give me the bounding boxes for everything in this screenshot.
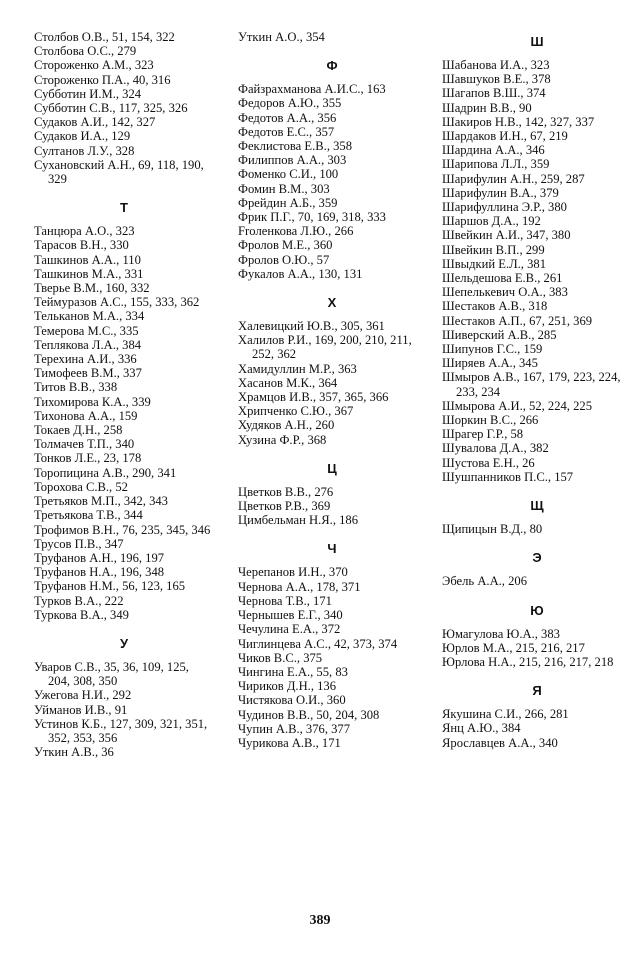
index-entry: Судаков И.А., 129 (34, 129, 131, 144)
section-letter: Щ (530, 498, 544, 514)
index-entry: Трусов П.В., 347 (34, 536, 124, 551)
index-entry: Ташкинов А.А., 110 (34, 252, 141, 267)
index-entry: Шестаков А.П., 67, 251, 369 (442, 313, 593, 328)
index-entry: Шустова Е.Н., 26 (442, 455, 535, 470)
index-entry: Эбель А.А., 206 (442, 574, 527, 589)
index-entry: Тонков Л.Е., 23, 178 (34, 451, 142, 466)
index-entry: Чернова Т.В., 171 (238, 593, 332, 608)
index-entry: Чупин А.В., 376, 377 (238, 721, 351, 736)
index-entry: Федотов А.А., 356 (238, 110, 337, 125)
index-entry: Титов В.В., 338 (34, 380, 118, 395)
index-entry: Столбова О.С., 279 (34, 44, 137, 59)
page-number: 389 (309, 913, 331, 928)
index-entry: Феклистова Е.В., 358 (238, 139, 353, 154)
index-entry: Шакиров Н.В., 142, 327, 337 (442, 114, 595, 129)
index-entry: Фомин В.М., 303 (238, 181, 330, 196)
index-entry: Черепанов И.Н., 370 (238, 565, 348, 580)
index-entry: Якушина С.И., 266, 281 (442, 707, 569, 722)
index-entry: Шрагер Г.Р., 58 (442, 427, 524, 442)
index-entry: Хамидуллин М.Р., 363 (238, 361, 357, 376)
index-entry: Чечулина Е.А., 372 (238, 622, 341, 637)
index-entry: Темерова М.С., 335 (34, 323, 139, 338)
index-entry: Тарасов В.Н., 330 (34, 238, 129, 253)
index-entry: Сухановский А.Н., 69, 118, 190, 329 (34, 157, 204, 187)
index-entry: Ташкинов М.А., 331 (34, 266, 144, 281)
index-entry: Торопицина А.В., 290, 341 (34, 465, 177, 480)
index-entry: Тимофеев В.М., 337 (34, 366, 142, 381)
index-entry: Ширяев А.А., 345 (442, 356, 538, 371)
index-entry: Уткин А.О., 354 (238, 30, 325, 44)
index-entry: Уткин А.В., 36 (34, 745, 114, 760)
index-entry: Шарифуллина Э.Р., 380 (442, 200, 567, 215)
index-entry: Шушпанников П.С., 157 (442, 469, 574, 484)
index-entry: Тихомирова К.А., 339 (34, 394, 151, 409)
index-entry: Туркова В.А., 349 (34, 607, 129, 622)
index-entry: Халевицкий Ю.В., 305, 361 (238, 319, 385, 334)
index-entry: Шмыров А.В., 167, 179, 223, 224, 233, 234 (442, 370, 621, 399)
index-entry: Шувалова Д.А., 382 (442, 441, 549, 456)
index-entry: Чиков В.С., 375 (238, 650, 323, 665)
index-entry: Цветков Р.В., 369 (238, 499, 331, 514)
section-letter: Т (120, 200, 128, 216)
index-column-3 (442, 30, 632, 750)
index-entry: Уваров С.В., 35, 36, 109, 125, 204, 308, 350 (34, 659, 189, 689)
index-entry: Шепелькевич О.А., 383 (442, 285, 568, 300)
index-entry: Фрейдин А.Б., 359 (238, 195, 338, 210)
index-entry: Стороженко А.М., 323 (34, 58, 154, 73)
index-entry: Чириков Д.Н., 136 (238, 679, 337, 694)
section-letter: Ф (326, 58, 338, 74)
index-entry: Филиппов А.А., 303 (238, 153, 347, 168)
index-entry: Шельдешова Е.В., 261 (442, 271, 563, 286)
index-entry: Худяков А.Н., 260 (238, 418, 335, 433)
index-entry: Халилов Р.И., 169, 200, 210, 211, 252, 362 (238, 333, 412, 362)
index-entry: Третьяков М.П., 342, 343 (34, 494, 168, 509)
index-entry: Труфанов А.Н., 196, 197 (34, 550, 165, 565)
index-entry: Третьякова Т.В., 344 (34, 508, 143, 523)
index-entry: Шестаков А.В., 318 (442, 299, 548, 314)
index-entry: Шарифулин В.А., 379 (442, 185, 559, 200)
index-entry: Торохова С.В., 52 (34, 479, 128, 494)
index-entry: Устинов К.Б., 127, 309, 321, 351, 352, 353, 356 (34, 716, 208, 745)
index-entry: Юмагулова Ю.А., 383 (442, 626, 560, 641)
index-entry: Федотов Е.С., 357 (238, 124, 335, 139)
index-entry: Чернышев Е.Г., 340 (238, 608, 343, 623)
index-entry: Теплякова Л.А., 384 (34, 337, 142, 352)
index-entry: Стороженко П.А., 40, 316 (34, 72, 171, 87)
index-entry: Шмырова А.И., 52, 224, 225 (442, 398, 592, 413)
index-entry: Чингина Е.А., 55, 83 (238, 664, 348, 679)
index-entry: Федоров А.Ю., 355 (238, 96, 342, 111)
index-entry: Шоркин В.С., 266 (442, 413, 539, 428)
index-entry: Хузина Ф.Р., 368 (238, 432, 327, 447)
index-entry: Фролов О.Ю., 57 (238, 252, 330, 267)
section-letter: Ю (530, 602, 544, 618)
index-entry: Субботин С.В., 117, 325, 326 (34, 101, 188, 116)
index-entry: Файзрахманова А.И.С., 163 (238, 82, 386, 97)
index-entry: Трофимов В.Н., 76, 235, 345, 346 (34, 522, 211, 537)
index-entry: Танцюра А.О., 323 (34, 224, 135, 239)
index-entry: Янц А.Ю., 384 (442, 721, 521, 736)
index-entry: Тихонова А.А., 159 (34, 408, 138, 423)
index-entry: Тверье В.М., 160, 332 (34, 281, 150, 296)
index-entry: Султанов Л.У., 328 (34, 143, 135, 158)
index-entry: Шаршов Д.А., 192 (442, 214, 541, 229)
section-letter: Х (327, 295, 337, 311)
index-entry: Швейкин А.И., 347, 380 (442, 228, 571, 243)
section-letter: Э (532, 550, 542, 566)
index-entry: Тельканов М.А., 334 (34, 309, 145, 324)
index-entry: Труфанов Н.А., 196, 348 (34, 565, 165, 580)
index-entry: Шабанова И.А., 323 (442, 58, 550, 72)
index-entry: Токаев Д.Н., 258 (34, 423, 123, 438)
index-entry: Юрлов М.А., 215, 216, 217 (442, 640, 585, 655)
index-entry: Фоменко С.И., 100 (238, 167, 339, 182)
section-letter: У (119, 635, 129, 651)
index-entry: Ярославцев А.А., 340 (442, 735, 558, 750)
index-entry: Судаков А.И., 142, 327 (34, 115, 156, 130)
index-entry: Шипунов Г.С., 159 (442, 342, 543, 357)
index-entry: Цимбельман Н.Я., 186 (238, 513, 359, 528)
index-entry: Шардина А.А., 346 (442, 143, 545, 158)
index-entry: Шиверский А.В., 285 (442, 327, 557, 342)
index-entry: Храмцов И.В., 357, 365, 366 (238, 390, 389, 405)
index-entry: Фукалов А.А., 130, 131 (238, 266, 363, 281)
index-entry: Шадрин В.В., 90 (442, 100, 532, 115)
section-letter: Ц (327, 460, 337, 476)
section-letter: Ч (327, 541, 337, 557)
index-entry: Турков В.А., 222 (34, 593, 124, 608)
index-entry: Шарифулин А.Н., 259, 287 (442, 171, 585, 186)
index-entry: Чиглинцева А.С., 42, 373, 374 (238, 636, 398, 651)
index-entry: Ужегова Н.И., 292 (34, 688, 132, 703)
index-entry: Froленкова Л.Ю., 266 (238, 224, 354, 239)
index-entry: Субботин И.М., 324 (34, 86, 142, 101)
index-entry: Хасанов М.К., 364 (238, 375, 338, 390)
index-entry: Цветков В.В., 276 (238, 484, 334, 499)
section-letter: Ш (530, 34, 544, 49)
index-entry: Чернова А.А., 178, 371 (238, 579, 361, 594)
index-entry: Юрлова Н.А., 215, 216, 217, 218 (442, 654, 614, 669)
index-column-1 (34, 30, 214, 759)
index-entry: Шарипова Л.Л., 359 (442, 157, 550, 172)
index-entry: Теймуразов А.С., 155, 333, 362 (34, 295, 200, 310)
section-letter: Я (532, 683, 542, 699)
index-entry: Швейкин В.П., 299 (442, 242, 545, 257)
index-column-2 (238, 30, 426, 750)
index-entry: Шагапов В.Ш., 374 (442, 86, 546, 101)
index-entry: Труфанов Н.М., 56, 123, 165 (34, 579, 186, 594)
index-entry: Столбов О.В., 51, 154, 322 (34, 30, 175, 44)
index-entry: Шардаков И.Н., 67, 219 (442, 129, 568, 144)
index-entry: Чистякова О.И., 360 (238, 693, 346, 708)
index-entry: Чурикова А.В., 171 (238, 735, 341, 750)
index-entry: Чудинов В.В., 50, 204, 308 (238, 707, 380, 722)
index-entry: Толмачев Т.П., 340 (34, 437, 135, 452)
index-entry: Терехина А.И., 336 (34, 352, 137, 367)
index-entry: Шавшуков В.Е., 378 (442, 72, 551, 87)
index-entry: Фролов М.Е., 360 (238, 238, 333, 253)
index-entry: Уйманов И.В., 91 (34, 702, 128, 717)
index-entry: Швыдкий Е.Л., 381 (442, 256, 546, 271)
index-entry: Фрик П.Г., 70, 169, 318, 333 (238, 210, 386, 225)
index-entry: Щипицын В.Д., 80 (442, 522, 543, 537)
index-entry: Хрипченко С.Ю., 367 (238, 404, 354, 419)
